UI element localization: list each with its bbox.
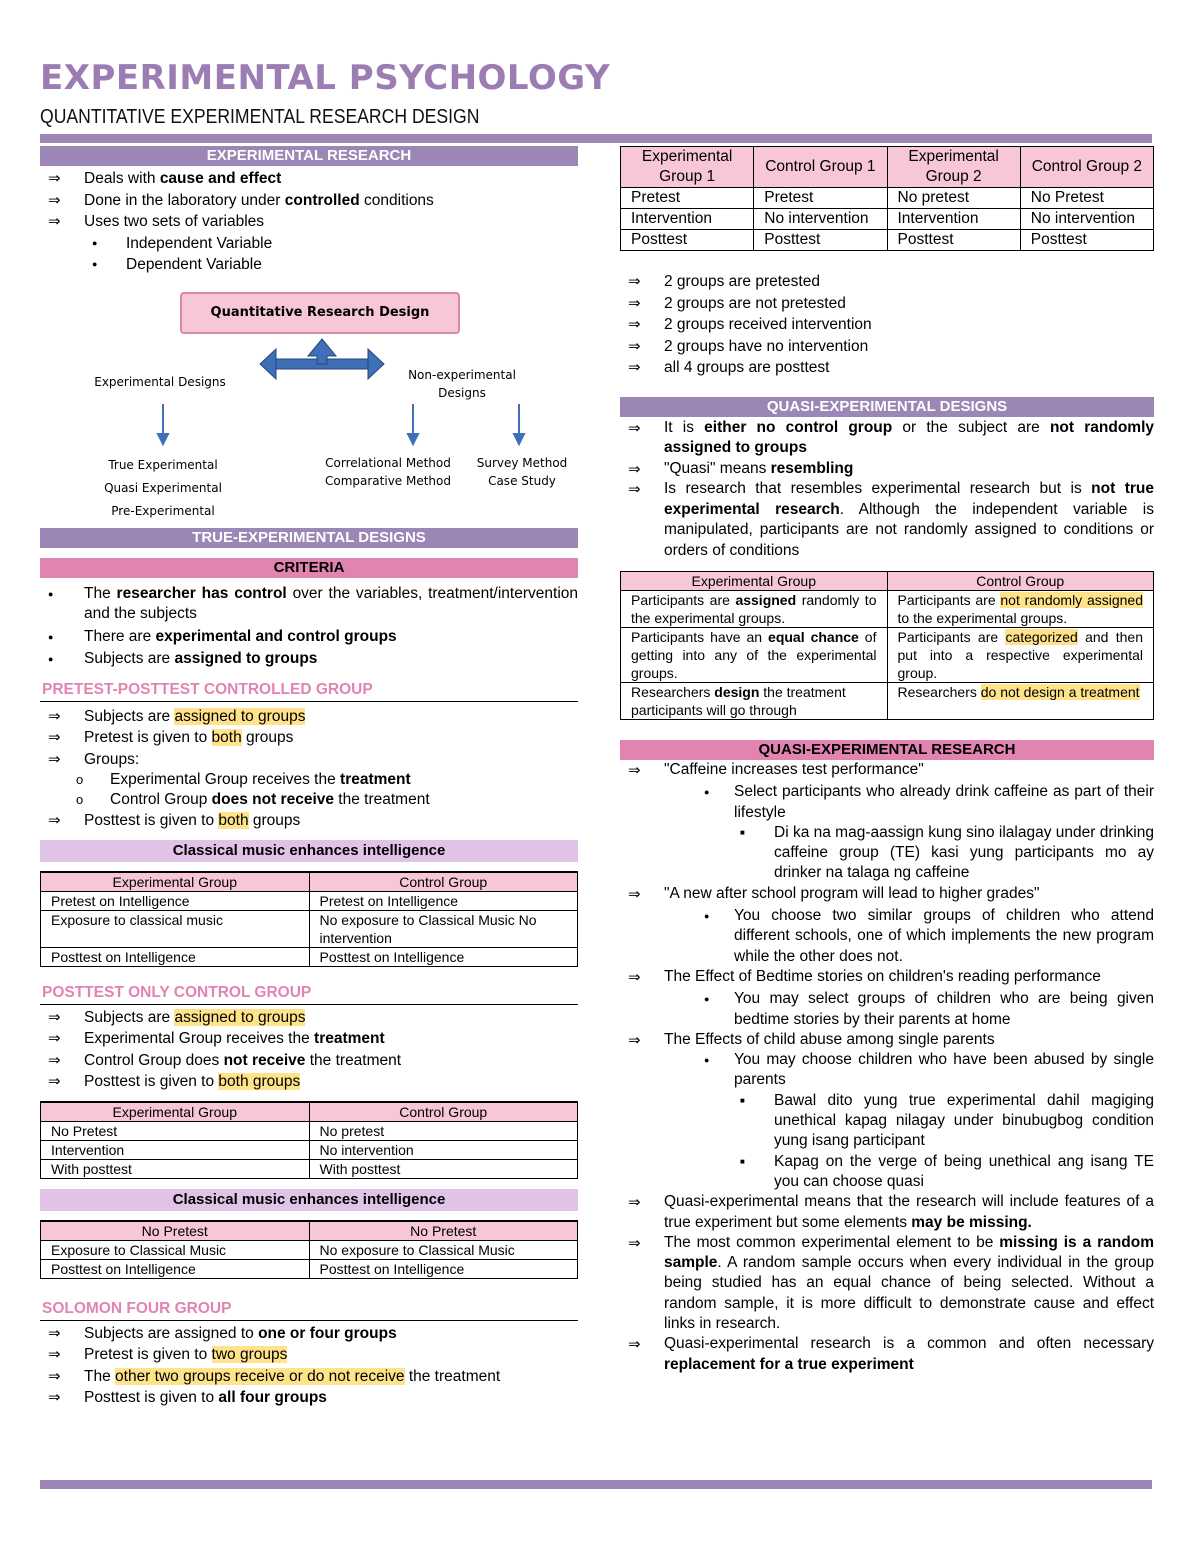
table-row: Posttest on Intelligence Posttest on Intelligence <box>41 1259 578 1278</box>
posttest-only-list <box>40 1007 578 1093</box>
page-title: EXPERIMENTAL PSYCHOLOGY <box>40 58 611 98</box>
pretest-posttest-list <box>40 706 578 832</box>
list-item: ⇒ Subjects are assigned to groups <box>40 1007 578 1029</box>
list-item: ⇒ 2 groups received intervention <box>620 314 1154 336</box>
quasi-research-list <box>620 760 1154 1375</box>
list-item: ⇒ Deals with cause and effect <box>40 168 578 190</box>
list-item: ⇒ Experimental Group receives the treatment <box>40 1028 578 1050</box>
list-item: ● There are experimental and control groups <box>40 627 578 648</box>
list-item: ⇒ Subjects are assigned to groups <box>40 706 578 728</box>
solomon-title: SOLOMON FOUR GROUP <box>40 1297 578 1321</box>
table-row: Posttest Posttest Posttest Posttest <box>621 230 1154 251</box>
posttest-only-table <box>40 1101 578 1179</box>
table-header: Experimental Group <box>621 572 888 591</box>
list-item: ⇒ Done in the laboratory under controlled conditions <box>40 190 578 212</box>
list-item: ⇒ Is research that resembles experimental research but is not true experimental research. Although the independent variable is manipulated, participants are not randomly assigned to conditions or orders of conditions <box>620 479 1154 561</box>
true-experimental-header: TRUE-EXPERIMENTAL DESIGNS <box>40 528 578 548</box>
list-item: ⇒ Control Group does not receive the treatment <box>40 1050 578 1072</box>
list-item: o Control Group does not receive the treatment <box>40 790 578 810</box>
list-item: ⇒ Uses two sets of variables ● Independent Variable ● Dependent Variable <box>40 211 578 276</box>
experimental-research-list <box>40 168 578 276</box>
table-header: Control Group <box>887 572 1154 591</box>
table-header: Experimental Group <box>41 1102 310 1122</box>
list-item: ● You may select groups of children who are being given bedtime stories by their parents at home <box>696 989 1154 1030</box>
list-item: ⇒ Pretest is given to both groups <box>40 727 578 749</box>
list-item: ● Dependent Variable <box>84 254 578 276</box>
table-row: Researchers design the treatment participants will go through Researchers do not design a treatment <box>621 683 1154 720</box>
table-row: Pretest on Intelligence Pretest on Intelligence <box>41 891 578 910</box>
example-header: Classical music enhances intelligence <box>40 840 578 862</box>
list-item: ⇒ "A new after school program will lead to higher grades" ● You choose two similar groups of children who attend different schools, one of which implements the new program while the other does not. <box>620 884 1154 967</box>
list-item: ⇒ Posttest is given to both groups <box>40 810 578 832</box>
list-item: ■ Kapag on the verge of being unethical ang isang TE you can choose quasi <box>734 1152 1154 1193</box>
bottom-divider <box>40 1480 1152 1489</box>
top-divider <box>40 134 1152 143</box>
table-header: Experimental Group <box>41 872 310 892</box>
double-arrow-icon <box>260 339 384 379</box>
table-row: Posttest on Intelligence Posttest on Intelligence <box>41 947 578 966</box>
table-row: No Pretest No pretest <box>41 1121 578 1140</box>
page-subtitle: QUANTITATIVE EXPERIMENTAL RESEARCH DESIGN <box>40 106 480 128</box>
list-item: ⇒ Posttest is given to both groups <box>40 1071 578 1093</box>
down-arrow-icon <box>158 404 524 444</box>
four-group-notes <box>620 271 1154 379</box>
table-row: With posttest With posttest <box>41 1159 578 1178</box>
list-item: ⇒ "Caffeine increases test performance" ● Select participants who already drink caffeine as part of their lifestyle ■ Di ka na mag-aassign kung sino ilalagay under drinking caffeine group (TE) kasi yung participants mo ay drinker na talaga ng caffeine <box>620 760 1154 884</box>
criteria-header: CRITERIA <box>40 558 578 578</box>
list-item: ● You may choose children who have been abused by single parents ■ Bawal dito yung true experimental dahil magiging unethical kapag nilagay under binubugbog condition yung isang participant ■ Kapag on the verge of being unethical ang isang TE you can choose quasi <box>696 1050 1154 1192</box>
table-header: Control Group <box>309 872 578 892</box>
list-item: ⇒ all 4 groups are posttest <box>620 357 1154 379</box>
list-item: ● Subjects are assigned to groups <box>40 649 578 670</box>
list-item: ● Independent Variable <box>84 233 578 255</box>
list-item: ⇒ Posttest is given to all four groups <box>40 1387 578 1409</box>
right-column <box>620 146 1154 1375</box>
table-row: Intervention No intervention <box>41 1140 578 1159</box>
table-row: Participants have an equal chance of getting into any of the experimental groups. Participants are categorized and then put into a respective experimental group. <box>621 628 1154 683</box>
list-item: ⇒ The Effects of child abuse among single parents ● You may choose children who have been abused by single parents ■ Bawal dito yung true experimental dahil magiging unethical kapag nilagay under binubugbog condition yung isang participant ■ Kapag on the verge of being unethical ang isang TE you can choose quasi <box>620 1030 1154 1192</box>
table-row: Pretest Pretest No pretest No Pretest <box>621 188 1154 209</box>
list-item: ⇒ Groups: o Experimental Group receives the treatment o Control Group does not receive the treatment <box>40 749 578 811</box>
solomon-list <box>40 1323 578 1409</box>
pretest-posttest-table <box>40 871 578 967</box>
list-item: ⇒ 2 groups have no intervention <box>620 336 1154 358</box>
experimental-research-header: EXPERIMENTAL RESEARCH <box>40 146 578 166</box>
list-item: ■ Di ka na mag-aassign kung sino ilalagay under drinking caffeine group (TE) kasi yung participants mo ay drinker na talaga ng caffeine <box>734 823 1154 884</box>
list-item: ● Select participants who already drink caffeine as part of their lifestyle ■ Di ka na mag-aassign kung sino ilalagay under drinking caffeine group (TE) kasi yung participants mo ay drinker na talaga ng caffeine <box>696 782 1154 883</box>
table-header: Control Group 2 <box>1020 147 1153 188</box>
diagram-experimental-types: True Experimental Quasi Experimental Pre-Experimental <box>104 457 222 518</box>
list-item: ⇒ The other two groups receive or do not receive the treatment <box>40 1366 578 1388</box>
research-design-diagram <box>40 276 578 536</box>
criteria-list <box>40 584 578 670</box>
diagram-survey-types: Survey Method Case Study <box>476 455 568 488</box>
list-item: ⇒ The most common experimental element to be missing is a random sample. A random sample occurs when every individual in the group being studied has an equal chance of being selected. Without a random sample, it is more difficult to demonstrate cause and effect links in research. <box>620 1233 1154 1334</box>
list-item: ⇒ It is either no control group or the subject are not randomly assigned to groups <box>620 418 1154 459</box>
table-header: Experimental Group 1 <box>621 147 754 188</box>
list-item: ⇒ The Effect of Bedtime stories on children's reading performance ● You may select groups of children who are being given bedtime stories by their parents at home <box>620 967 1154 1030</box>
list-item: ● The researcher has control over the variables, treatment/intervention and the subjects <box>40 584 578 625</box>
diagram-nonexperimental-label: Non-experimental Designs <box>408 367 516 400</box>
diagram-experimental-label: Experimental Designs <box>94 374 226 389</box>
list-item: ⇒ "Quasi" means resembling <box>620 459 1154 480</box>
left-column <box>40 146 578 1409</box>
table-header: Experimental Group 2 <box>887 147 1020 188</box>
posttest-only-example-table <box>40 1220 578 1279</box>
table-header: No Pretest <box>41 1221 310 1241</box>
table-row: Exposure to Classical Music No exposure to Classical Music <box>41 1240 578 1259</box>
list-item: ⇒ Quasi-experimental means that the research will include features of a true experiment but some elements may be missing. <box>620 1192 1154 1233</box>
diagram-root-box: Quantitative Research Design <box>180 292 460 334</box>
list-item: ● You choose two similar groups of children who attend different schools, one of which implements the new program while the other does not. <box>696 906 1154 967</box>
solomon-four-group-table <box>620 146 1154 251</box>
quasi-designs-list <box>620 418 1154 562</box>
example-header: Classical music enhances intelligence <box>40 1189 578 1211</box>
table-header: Control Group 1 <box>754 147 887 188</box>
list-item: ■ Bawal dito yung true experimental dahil magiging unethical kapag nilagay under binubugbog condition yung isang participant <box>734 1091 1154 1152</box>
list-item: ⇒ Pretest is given to two groups <box>40 1344 578 1366</box>
list-item: ⇒ 2 groups are not pretested <box>620 293 1154 315</box>
table-header: No Pretest <box>309 1221 578 1241</box>
table-row: Exposure to classical music No exposure to Classical Music No intervention <box>41 910 578 947</box>
quasi-research-header: QUASI-EXPERIMENTAL RESEARCH <box>620 740 1154 760</box>
table-row: Participants are assigned randomly to the experimental groups. Participants are not randomly assigned to the experimental groups. <box>621 591 1154 628</box>
list-item: o Experimental Group receives the treatment <box>40 770 578 790</box>
quasi-designs-header: QUASI-EXPERIMENTAL DESIGNS <box>620 397 1154 417</box>
table-row: Intervention No intervention Intervention No intervention <box>621 209 1154 230</box>
table-header: Control Group <box>309 1102 578 1122</box>
quasi-comparison-table <box>620 571 1154 720</box>
list-item: ⇒ Subjects are assigned to one or four groups <box>40 1323 578 1345</box>
list-item: ⇒ 2 groups are pretested <box>620 271 1154 293</box>
list-item: ⇒ Quasi-experimental research is a common and often necessary replacement for a true experiment <box>620 1334 1154 1375</box>
pretest-posttest-title: PRETEST-POSTTEST CONTROLLED GROUP <box>40 678 578 702</box>
diagram-correlational-types: Correlational Method Comparative Method <box>324 455 451 488</box>
posttest-only-title: POSTTEST ONLY CONTROL GROUP <box>40 981 578 1005</box>
